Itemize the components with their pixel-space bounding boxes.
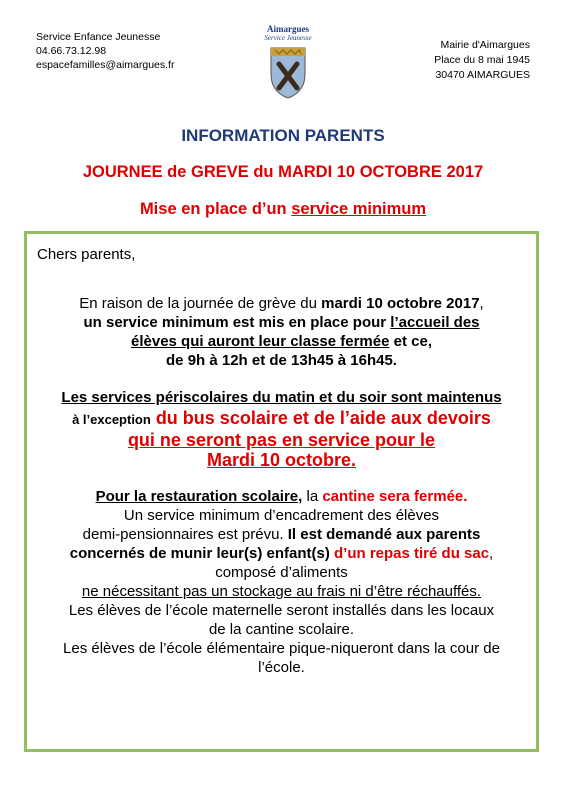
p3-line1: Pour la restauration scolaire, la cantine sera fermée. bbox=[95, 488, 468, 505]
p1-line3: élèves qui auront leur classe fermée et ce, bbox=[131, 333, 432, 350]
service-email: espacefamilles@aimargues.fr bbox=[36, 59, 175, 71]
p3-line3: demi-pensionnaires est prévu. Il est demandé aux parents bbox=[82, 526, 481, 543]
p3-line7: Les élèves de l’école maternelle seront installés dans les locaux bbox=[68, 602, 495, 619]
service-minimum-heading bbox=[0, 200, 566, 219]
strike-day-heading: JOURNEE de GREVE du MARDI 10 OCTOBRE 2017 bbox=[82, 163, 484, 181]
p3-line5: composé d’aliments bbox=[215, 564, 348, 581]
p3-line4: concernés de munir leur(s) enfant(s) d’un repas tiré du sac, bbox=[69, 545, 494, 562]
p1-line2: un service minimum est mis en place pour l’accueil des bbox=[83, 314, 480, 331]
p3-line2: Un service minimum d’encadrement des élèves bbox=[123, 507, 440, 524]
p3-line6: ne nécessitant pas un stockage au frais ni d’être réchauffés. bbox=[81, 583, 482, 600]
mairie-street: Place du 8 mai 1945 bbox=[434, 54, 530, 66]
p2-line1: Les services périscolaires du matin et du soir sont maintenus bbox=[61, 389, 502, 406]
mairie-city: 30470 AIMARGUES bbox=[435, 69, 530, 81]
header-address bbox=[434, 38, 530, 83]
p1-line1: En raison de la journée de grève du mardi 10 octobre 2017, bbox=[79, 295, 484, 312]
notice-box bbox=[24, 231, 539, 752]
p3-line8: de la cantine scolaire. bbox=[208, 621, 355, 638]
service-phone: 04.66.73.12.98 bbox=[36, 45, 107, 57]
coat-of-arms-icon bbox=[265, 44, 311, 100]
p2-line2: à l’exception du bus scolaire et de l’aide aux devoirs bbox=[72, 408, 491, 428]
header-contact bbox=[36, 30, 174, 72]
paragraph-restauration bbox=[27, 487, 536, 677]
heading-prefix: Mise en place d’un bbox=[139, 200, 292, 218]
paragraph-periscolaire bbox=[27, 388, 536, 470]
p3-line9: Les élèves de l’école élémentaire pique-niqueront dans la cour de bbox=[63, 640, 500, 657]
mairie-name: Mairie d'Aimargues bbox=[440, 39, 530, 51]
p2-line3: qui ne seront pas en service pour le bbox=[127, 430, 436, 450]
town-logo bbox=[248, 24, 328, 100]
service-name: Service Enfance Jeunesse bbox=[36, 31, 161, 43]
heading-underlined: service minimum bbox=[291, 200, 427, 218]
p3-line10: l’école. bbox=[258, 659, 305, 676]
p1-line4: de 9h à 12h et de 13h45 à 16h45. bbox=[166, 352, 397, 369]
logo-sub: Service Jeunesse bbox=[264, 34, 312, 42]
p2-line4: Mardi 10 octobre. bbox=[206, 450, 357, 470]
page-title: INFORMATION PARENTS bbox=[181, 126, 385, 145]
paragraph-service-minimum bbox=[27, 294, 536, 370]
greeting: Chers parents, bbox=[37, 246, 136, 263]
notice-content bbox=[27, 294, 536, 677]
logo-name: Aimargues bbox=[267, 24, 309, 34]
